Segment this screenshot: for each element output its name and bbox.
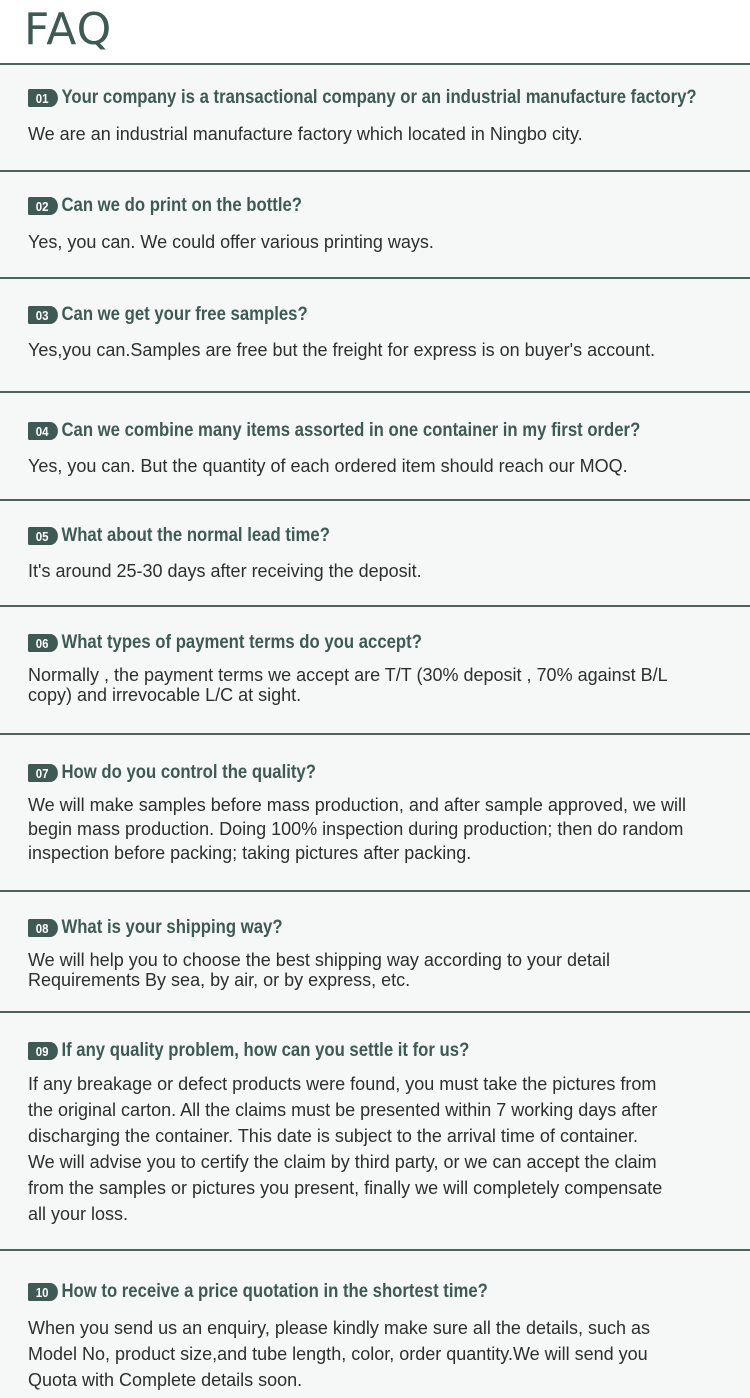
faq-question xyxy=(28,762,316,784)
faq-question xyxy=(28,304,308,326)
faq-answer: Yes,you can.Samples are free but the freight for express is on buyer's account. xyxy=(28,340,656,360)
faq-question-text: What is your shipping way? xyxy=(61,917,283,938)
faq-question xyxy=(28,195,302,217)
faq-answer: When you send us an enquiry, please kindly make sure all the details, such as Model No, product size,and tube length, color, order quantity.We will send you Quota with Complete details soon. xyxy=(28,1318,651,1390)
faq-item xyxy=(0,393,750,499)
faq-number-badge: 04 xyxy=(28,422,58,440)
faq-question xyxy=(28,1040,469,1062)
faq-question-text: If any quality problem, how can you settle it for us? xyxy=(61,1040,470,1061)
page-title: FAQ xyxy=(24,4,113,55)
faq-item xyxy=(0,501,750,605)
faq-number-badge: 02 xyxy=(28,197,58,215)
faq-question-text: Can we do print on the bottle? xyxy=(61,195,303,216)
faq-item xyxy=(0,607,750,733)
faq-answer: It's around 25-30 days after receiving the deposit. xyxy=(28,561,422,581)
faq-question-text: Can we combine many items assorted in one container in my first order? xyxy=(61,420,641,441)
faq-number-badge: 03 xyxy=(28,306,58,324)
faq-question-text: How to receive a price quotation in the shortest time? xyxy=(61,1281,488,1302)
faq-item xyxy=(0,65,750,170)
faq-item xyxy=(0,1013,750,1249)
faq-item xyxy=(0,892,750,1011)
faq-question xyxy=(28,1281,488,1303)
faq-answer: We will make samples before mass production, and after sample approved, we will begin mass production. Doing 100% inspection during production; then do random inspection before packing; taking pictures after packing. xyxy=(28,795,686,863)
faq-answer: Yes, you can. But the quantity of each ordered item should reach our MOQ. xyxy=(28,456,628,476)
faq-question xyxy=(28,525,330,547)
faq-number-badge: 06 xyxy=(28,634,58,652)
faq-number-badge: 09 xyxy=(28,1042,58,1060)
faq-question-text: Your company is a transactional company or an industrial manufacture factory? xyxy=(61,87,697,108)
faq-answer: If any breakage or defect products were found, you must take the pictures from the original carton. All the claims must be presented within 7 working days after discharging the container. This date is subject to the arrival time of container. We will advise you to certify the claim by third party, or we can accept the claim from the samples or pictures you present, finally we will completely compensate all your loss. xyxy=(28,1074,663,1224)
faq-question-text: What about the normal lead time? xyxy=(61,525,330,546)
faq-number-badge: 07 xyxy=(28,764,58,782)
faq-item xyxy=(0,1251,750,1398)
faq-item xyxy=(0,735,750,890)
faq-question-text: What types of payment terms do you accept? xyxy=(61,632,422,653)
faq-question xyxy=(28,917,283,939)
faq-answer: Normally , the payment terms we accept are T/T (30% deposit , 70% against B/L copy) and irrevocable L/C at sight. xyxy=(28,665,668,705)
faq-answer: We are an industrial manufacture factory which located in Ningbo city. xyxy=(28,124,583,144)
faq-number-badge: 10 xyxy=(28,1283,58,1301)
faq-number-badge: 08 xyxy=(28,919,58,937)
faq-question xyxy=(28,87,697,109)
faq-question xyxy=(28,420,640,442)
faq-question-text: How do you control the quality? xyxy=(61,762,316,783)
faq-number-badge: 01 xyxy=(28,89,58,107)
faq-answer: Yes, you can. We could offer various printing ways. xyxy=(28,232,434,252)
faq-item xyxy=(0,172,750,277)
faq-answer: We will help you to choose the best shipping way according to your detail Requirements By sea, by air, or by express, etc. xyxy=(28,950,611,990)
faq-number-badge: 05 xyxy=(28,527,58,545)
faq-item xyxy=(0,279,750,391)
faq-question-text: Can we get your free samples? xyxy=(61,304,308,325)
faq-question xyxy=(28,632,422,654)
